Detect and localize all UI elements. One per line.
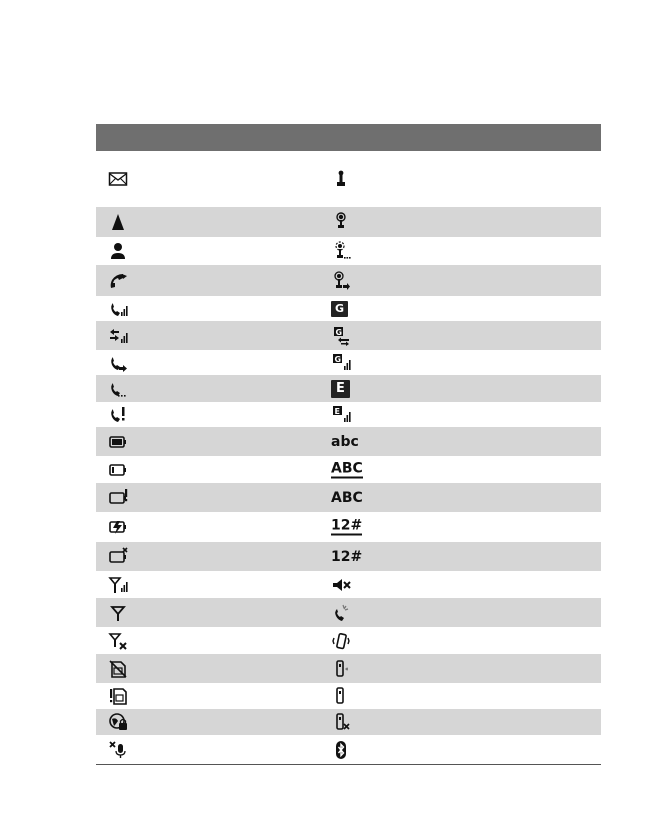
table-row [96,375,601,402]
right-icon-cell [331,659,351,679]
left-icon-cell [108,212,128,232]
input-mode-icon: ABC [331,460,363,476]
edge-signal-icon [331,405,351,425]
gprs-signal-icon [331,353,351,373]
phone-arrows-signal-icon [108,326,128,346]
antenna-icon [108,603,128,623]
left-icon-cell [108,326,128,346]
table-row [96,427,601,456]
mic-off-icon [108,740,128,760]
battery-full-icon [108,432,128,452]
person-icon [108,241,128,261]
left-icon-cell [108,271,128,291]
phone-alert-icon [108,405,128,425]
table-row [96,571,601,598]
right-icon-cell [331,519,362,536]
left-icon-cell [108,432,128,452]
sim-no-card-icon [108,659,128,679]
table-row [96,265,601,296]
battery-charging-icon [108,517,128,537]
device-mute-icon [331,712,351,732]
left-icon-cell [108,299,128,319]
table-row [96,207,601,237]
right-icon-cell [331,380,350,398]
phone-forward-icon [108,353,128,373]
left-icon-cell [108,575,128,595]
left-icon-cell [108,241,128,261]
device-sound-icon [331,659,351,679]
table-row [96,542,601,571]
table-body [96,151,601,764]
left-icon-cell [108,631,128,651]
table-row [96,683,601,709]
gprs-arrows-icon [331,326,351,346]
battery-low-icon [108,460,128,480]
right-icon-cell [331,686,351,706]
right-icon-cell [331,326,351,346]
left-icon-cell [108,712,128,732]
table-row [96,598,601,627]
svg-text:G: G [335,327,343,337]
table-row [96,512,601,542]
input-mode-icon: 12# [331,548,363,565]
phone-signal-icon [108,299,128,319]
vibrate-icon [331,631,351,651]
svg-text:G: G [334,354,342,364]
left-icon-cell [108,547,128,567]
globe-lock-icon [108,712,128,732]
right-icon-cell [331,575,351,595]
wireless-tower-arrow-icon [331,271,351,291]
left-icon-cell [108,603,128,623]
right-icon-cell [331,712,351,732]
right-icon-cell [331,603,351,623]
table-row [96,735,601,764]
right-icon-cell [331,740,351,760]
speaker-mute-icon [331,575,351,595]
table-row [96,350,601,375]
table-row [96,296,601,321]
triangle-peak-icon [108,212,128,232]
wireless-tower-searching-icon [331,241,351,261]
table-row [96,237,601,265]
right-icon-cell [331,353,351,373]
table-row [96,321,601,350]
antenna-off-icon [108,631,128,651]
sim-alert-icon [108,686,128,706]
table-row [96,151,601,207]
svg-text:E: E [334,406,340,416]
table-row [96,456,601,483]
left-icon-cell [108,740,128,760]
gprs-box-icon: G [331,301,348,317]
right-icon-cell [331,491,363,505]
wireless-tower-icon [331,212,351,232]
table-row [96,709,601,735]
left-icon-cell [108,353,128,373]
left-icon-cell [108,379,128,399]
right-icon-cell [331,241,351,261]
status-icon-table [96,124,601,765]
right-icon-cell [331,271,351,291]
left-icon-cell [108,659,128,679]
envelope-icon [108,169,128,189]
table-row [96,627,601,654]
table-row [96,402,601,427]
phone-ring-icon [331,603,351,623]
right-icon-cell [331,169,351,189]
edge-box-icon: E [331,380,350,398]
right-icon-cell [331,212,351,232]
left-icon-cell [108,460,128,480]
right-icon-cell [331,435,359,449]
right-icon-cell [331,461,363,478]
left-icon-cell [108,686,128,706]
chess-pawn-icon [331,169,351,189]
battery-none-icon [108,547,128,567]
right-icon-cell [331,301,348,317]
left-icon-cell [108,169,128,189]
input-mode-icon: ABC [331,489,363,506]
table-row [96,483,601,512]
input-mode-icon: abc [331,433,359,450]
input-mode-icon: 12# [331,517,363,534]
left-icon-cell [108,517,128,537]
phone-handset-icon [108,271,128,291]
signal-full-icon [108,575,128,595]
device-icon [331,686,351,706]
right-icon-cell [331,631,351,651]
right-icon-cell [331,405,351,425]
phone-dots-icon [108,379,128,399]
right-icon-cell [331,550,362,564]
table-row [96,654,601,683]
left-icon-cell [108,488,128,508]
bluetooth-icon [331,740,351,760]
left-icon-cell [108,405,128,425]
table-header-bar [96,124,601,151]
battery-alert-icon [108,488,128,508]
